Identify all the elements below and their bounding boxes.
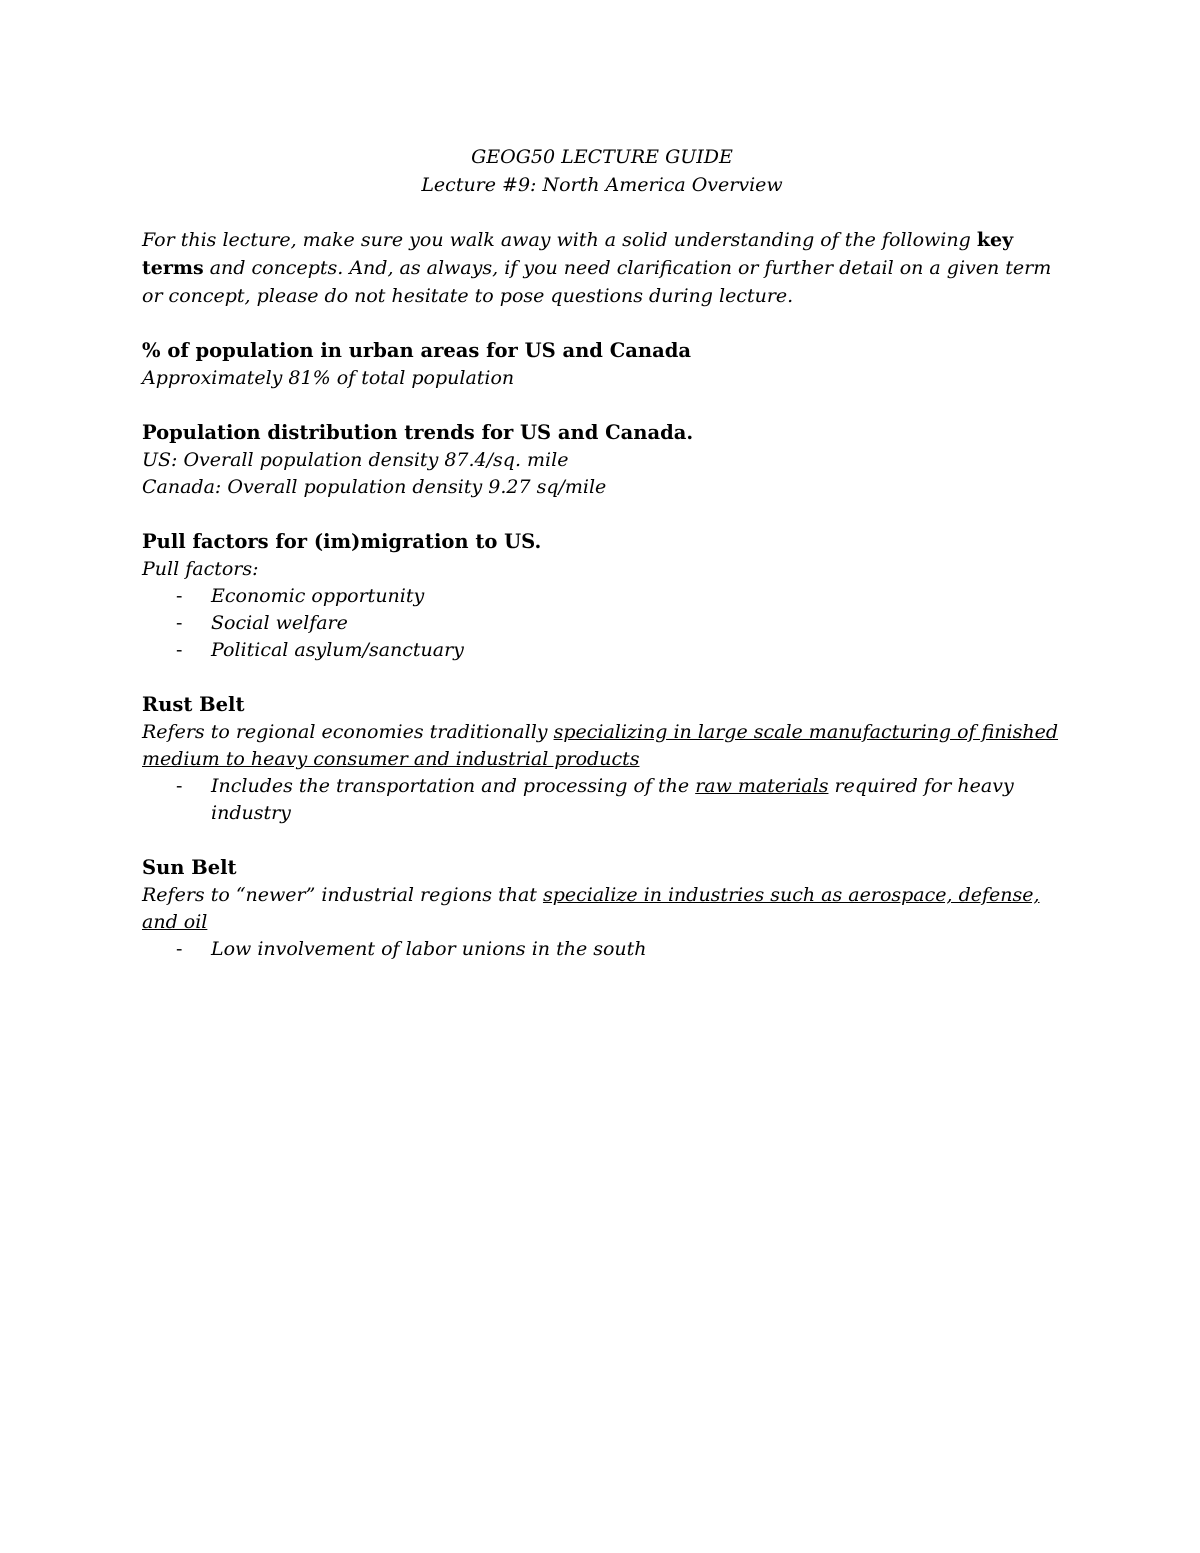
- rust-bullet-text-2: required for heavy industry: [211, 775, 1014, 824]
- distribution-canada: Canada: Overall population density 9.27 sq/mile: [142, 476, 607, 498]
- list-item-text: Social welfare: [211, 612, 348, 634]
- dash-marker: -: [176, 639, 183, 661]
- distribution-us: US: Overall population density 87.4/sq. mile: [142, 449, 569, 471]
- dash-marker: -: [176, 775, 183, 797]
- rust-bullet-underlined: raw materials: [695, 775, 829, 797]
- intro-paragraph: [142, 226, 1062, 310]
- sun-belt-definition: [142, 882, 1062, 936]
- section-rust-belt: [142, 691, 1062, 827]
- intro-text-2: and concepts. And, as always, if you need clarification or further detail on a given term or concept, please do not hesitate to pose questions during lecture.: [142, 257, 1052, 307]
- section-sun-belt: [142, 854, 1062, 963]
- rust-bullet-text-1: Includes the transportation and processing of the: [211, 775, 696, 797]
- list-item-text: Low involvement of labor unions in the south: [211, 938, 647, 960]
- pull-factors-label: Pull factors:: [142, 558, 259, 580]
- intro-text-1: For this lecture, make sure you walk away with a solid understanding of the following: [142, 229, 977, 251]
- heading-pull-factors: Pull factors for (im)migration to US.: [142, 530, 542, 553]
- urban-text: Approximately 81% of total population: [142, 367, 515, 389]
- sun-belt-list: [142, 936, 1062, 963]
- list-item: [142, 773, 1062, 827]
- list-item-text: Economic opportunity: [211, 585, 425, 607]
- heading-urban: % of population in urban areas for US and Canada: [142, 339, 691, 362]
- dash-marker: -: [176, 612, 183, 634]
- course-title: GEOG50 LECTURE GUIDE: [471, 146, 733, 168]
- rust-belt-underlined: specializing in large scale manufacturing of finished medium to heavy consumer and industrial products: [142, 721, 1058, 770]
- dash-marker: -: [176, 585, 183, 607]
- list-item: [142, 583, 1062, 610]
- intro-key-terms: key terms: [142, 229, 1014, 279]
- pull-factors-list: [142, 583, 1062, 664]
- section-distribution: [142, 419, 1062, 501]
- sun-belt-underlined: specialize in industries such as aerospace, defense, and oil: [142, 884, 1040, 933]
- list-item: [142, 936, 1062, 963]
- section-urban: [142, 337, 1062, 392]
- rust-belt-text: Refers to regional economies traditionally: [142, 721, 554, 743]
- rust-belt-list: [142, 773, 1062, 827]
- dash-marker: -: [176, 938, 183, 960]
- sun-belt-text: Refers to “newer” industrial regions that: [142, 884, 543, 906]
- lecture-title: Lecture #9: North America Overview: [421, 174, 783, 196]
- heading-sun-belt: Sun Belt: [142, 856, 237, 879]
- list-item: [142, 610, 1062, 637]
- document-page: [142, 143, 1062, 963]
- list-item-text: Political asylum/sanctuary: [211, 639, 464, 661]
- heading-rust-belt: Rust Belt: [142, 693, 245, 716]
- section-pull-factors: [142, 528, 1062, 664]
- list-item: [142, 637, 1062, 664]
- rust-belt-definition: [142, 719, 1062, 773]
- heading-distribution: Population distribution trends for US and Canada.: [142, 421, 694, 444]
